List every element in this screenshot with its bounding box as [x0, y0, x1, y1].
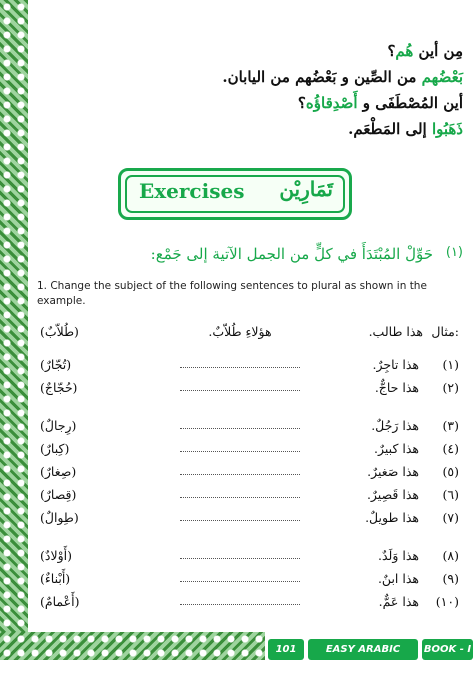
exercise-row-7	[40, 510, 463, 530]
exercise-row-1	[40, 357, 463, 377]
row-sentence: هذا ابنٌ.	[377, 571, 419, 586]
exercise-row-10	[40, 594, 463, 614]
row-number: (٢)	[442, 380, 459, 395]
answer-blank[interactable]	[180, 474, 300, 475]
example-label: مثال:	[431, 324, 459, 339]
row-answer: (صِغارٌ)	[40, 464, 77, 479]
answer-blank[interactable]	[180, 367, 300, 368]
example-plural: هؤلاءِ طُلاّبٌ.	[208, 324, 272, 339]
task-number: (١)	[445, 245, 463, 260]
row-number: (٩)	[442, 571, 459, 586]
example-row	[40, 324, 463, 344]
banner-title-arabic: تَمَارِيْن	[279, 177, 333, 201]
row-answer: (طِوالٌ)	[40, 510, 79, 525]
row-number: (١)	[442, 357, 459, 372]
highlighted-word: هُم	[395, 42, 414, 60]
dialogue-line-1: مِن أين هُم؟	[387, 42, 463, 60]
decorative-border-bottom	[0, 632, 265, 660]
row-number: (١٠)	[435, 594, 459, 609]
row-number: (٦)	[442, 487, 459, 502]
row-number: (٤)	[442, 441, 459, 456]
row-number: (٨)	[442, 548, 459, 563]
decorative-border-left	[0, 0, 28, 640]
row-sentence: هذا رَجُلٌ.	[371, 418, 419, 433]
highlighted-word: أَصْدِقاؤُه	[305, 94, 358, 112]
exercises-banner	[118, 168, 352, 220]
row-answer: (حُجّاجٌ)	[40, 380, 78, 395]
row-number: (٧)	[442, 510, 459, 525]
example-sentence: هذا طالب.	[368, 324, 423, 339]
answer-blank[interactable]	[180, 428, 300, 429]
highlighted-word: ذَهَبُوا	[431, 120, 463, 138]
banner-title-english: Exercises	[139, 179, 245, 203]
course-title: EASY ARABIC COURSE	[308, 639, 418, 660]
row-number: (٥)	[442, 464, 459, 479]
answer-blank[interactable]	[180, 558, 300, 559]
row-answer: (أَوْلادٌ)	[40, 548, 72, 563]
exercise-row-5	[40, 464, 463, 484]
row-answer: (أَعْمامٌ)	[40, 594, 80, 609]
task-instruction-english: 1. Change the subject of the following sentences to plural as shown in the example.	[37, 280, 427, 307]
dialogue-line-4: ذَهَبُوا إلى المَطْعَم.	[348, 120, 463, 138]
exercise-row-8	[40, 548, 463, 568]
example-answer: (طُلاّبٌ)	[40, 324, 79, 339]
answer-blank[interactable]	[180, 390, 300, 391]
row-sentence: هذا كبيرٌ.	[374, 441, 419, 456]
row-sentence: هذا طويلٌ.	[365, 510, 419, 525]
row-answer: (كِبارٌ)	[40, 441, 70, 456]
row-answer: (أَبْناءٌ)	[40, 571, 71, 586]
answer-blank[interactable]	[180, 451, 300, 452]
row-number: (٣)	[442, 418, 459, 433]
row-sentence: هذا قَصِيرٌ.	[366, 487, 419, 502]
exercise-row-6	[40, 487, 463, 507]
book-label: BOOK - I	[422, 639, 473, 660]
row-sentence: هذا عَمٌّ.	[378, 594, 419, 609]
exercise-row-4	[40, 441, 463, 461]
answer-blank[interactable]	[180, 520, 300, 521]
answer-blank[interactable]	[180, 604, 300, 605]
dialogue-line-2: بَعْضُهم من الصِّين و بَعْضُهم من اليابان.	[222, 68, 463, 86]
exercise-row-3	[40, 418, 463, 438]
answer-blank[interactable]	[180, 497, 300, 498]
dialogue-line-3: أين المُصْطَفَى و أَصْدِقاؤُه؟	[297, 94, 463, 112]
row-sentence: هذا صَغيرٌ.	[367, 464, 419, 479]
row-answer: (قِصارٌ)	[40, 487, 77, 502]
exercise-row-2	[40, 380, 463, 400]
row-answer: (تُجّارٌ)	[40, 357, 72, 372]
task-instruction-arabic: حَوِّلْ المُبْتَدَأَ في كلٍّ من الجمل الآتية إلى جَمْع:	[150, 245, 433, 263]
row-sentence: هذا حاجٌّ.	[374, 380, 419, 395]
row-sentence: هذا تاجِرٌ.	[372, 357, 419, 372]
highlighted-word: بَعْضُهم	[421, 68, 463, 86]
row-sentence: هذا وَلَدٌ.	[378, 548, 419, 563]
exercise-row-9	[40, 571, 463, 591]
row-answer: (رِجالٌ)	[40, 418, 77, 433]
answer-blank[interactable]	[180, 581, 300, 582]
page-number: 101	[268, 639, 304, 660]
